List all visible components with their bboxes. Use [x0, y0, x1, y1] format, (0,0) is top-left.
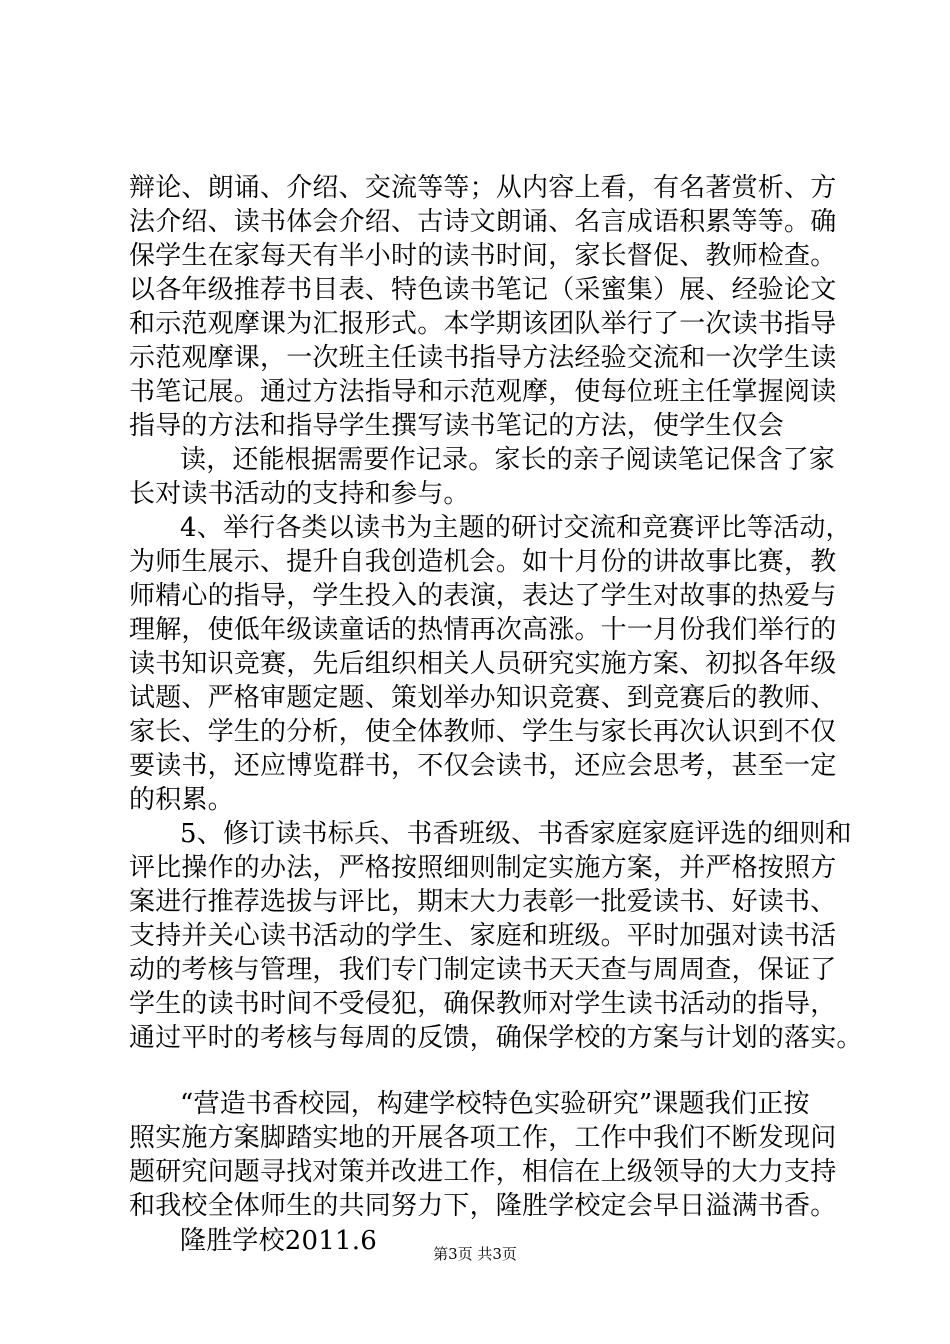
paragraph-line: 题研究问题寻找对策并改进工作，相信在上级领导的大力支持	[129, 1157, 837, 1187]
paragraph-line: 指导的方法和指导学生撰写读书笔记的方法，使学生仅会	[129, 411, 785, 441]
paragraph-line: 支持并关心读书活动的学生、家庭和班级。平时加强对读书活	[129, 921, 837, 951]
paragraph-line: 理解，使低年级读童话的热情再次高涨。十一月份我们举行的	[129, 615, 837, 645]
paragraph-line: 辩论、朗诵、介绍、交流等等；从内容上看，有名著赏析、方	[129, 173, 837, 203]
paragraph-line: 照实施方案脚踏实地的开展各项工作，工作中我们不断发现问	[129, 1123, 837, 1153]
paragraph-line: 学生的读书时间不受侵犯，确保教师对学生读书活动的指导，	[129, 989, 837, 1019]
paragraph-line: 示范观摩课，一次班主任读书指导方法经验交流和一次学生读	[129, 343, 837, 373]
paragraph-line: 家长、学生的分析，使全体教师、学生与家长再次认识到不仅	[129, 717, 837, 747]
paragraph-line: 的积累。	[129, 785, 234, 815]
paragraph-line: 师精心的指导，学生投入的表演，表达了学生对故事的热爱与	[129, 581, 837, 611]
paragraph-line: 通过平时的考核与每周的反馈，确保学校的方案与计划的落实。	[129, 1023, 863, 1053]
paragraph-line: 和我校全体师生的共同努力下，隆胜学校定会早日溢满书香。	[129, 1191, 837, 1221]
paragraph-line: 长对读书活动的支持和参与。	[129, 479, 470, 509]
paragraph-line: 动的考核与管理，我们专门制定读书天天查与周周查，保证了	[129, 955, 837, 985]
paragraph-line: “营造书香校园，构建学校特色实验研究”课题我们正按	[180, 1089, 810, 1119]
paragraph-line: 书笔记展。通过方法指导和示范观摩，使每位班主任掌握阅读	[129, 377, 837, 407]
paragraph-line: 法介绍、读书体会介绍、古诗文朗诵、名言成语积累等等。确	[129, 207, 837, 237]
paragraph-line: 保学生在家每天有半小时的读书时间，家长督促、教师检查。	[129, 241, 837, 271]
paragraph-line: 读书知识竞赛，先后组织相关人员研究实施方案、初拟各年级	[129, 649, 837, 679]
paragraph-line: 读，还能根据需要作记录。家长的亲子阅读笔记保含了家	[180, 445, 836, 475]
paragraph-line: 5、修订读书标兵、书香班级、书香家庭家庭评选的细则和	[180, 819, 852, 849]
paragraph-line: 案进行推荐选拔与评比，期末大力表彰一批爱读书、好读书、	[129, 887, 837, 917]
paragraph-line: 要读书，还应博览群书，不仅会读书，还应会思考，甚至一定	[129, 751, 837, 781]
page-footer: 第3页 共3页	[433, 1245, 517, 1263]
paragraph-line: 试题、严格审题定题、策划举办知识竞赛、到竞赛后的教师、	[129, 683, 837, 713]
paragraph-line: 评比操作的办法，严格按照细则制定实施方案，并严格按照方	[129, 853, 837, 883]
paragraph-line: 4、举行各类以读书为主题的研讨交流和竞赛评比等活动，	[180, 513, 852, 543]
paragraph-line: 以各年级推荐书目表、特色读书笔记（采蜜集）展、经验论文	[129, 275, 837, 305]
signature-line: 隆胜学校2011.6	[180, 1226, 377, 1256]
paragraph-line: 为师生展示、提升自我创造机会。如十月份的讲故事比赛，教	[129, 547, 837, 577]
paragraph-line: 和示范观摩课为汇报形式。本学期该团队举行了一次读书指导	[129, 309, 837, 339]
